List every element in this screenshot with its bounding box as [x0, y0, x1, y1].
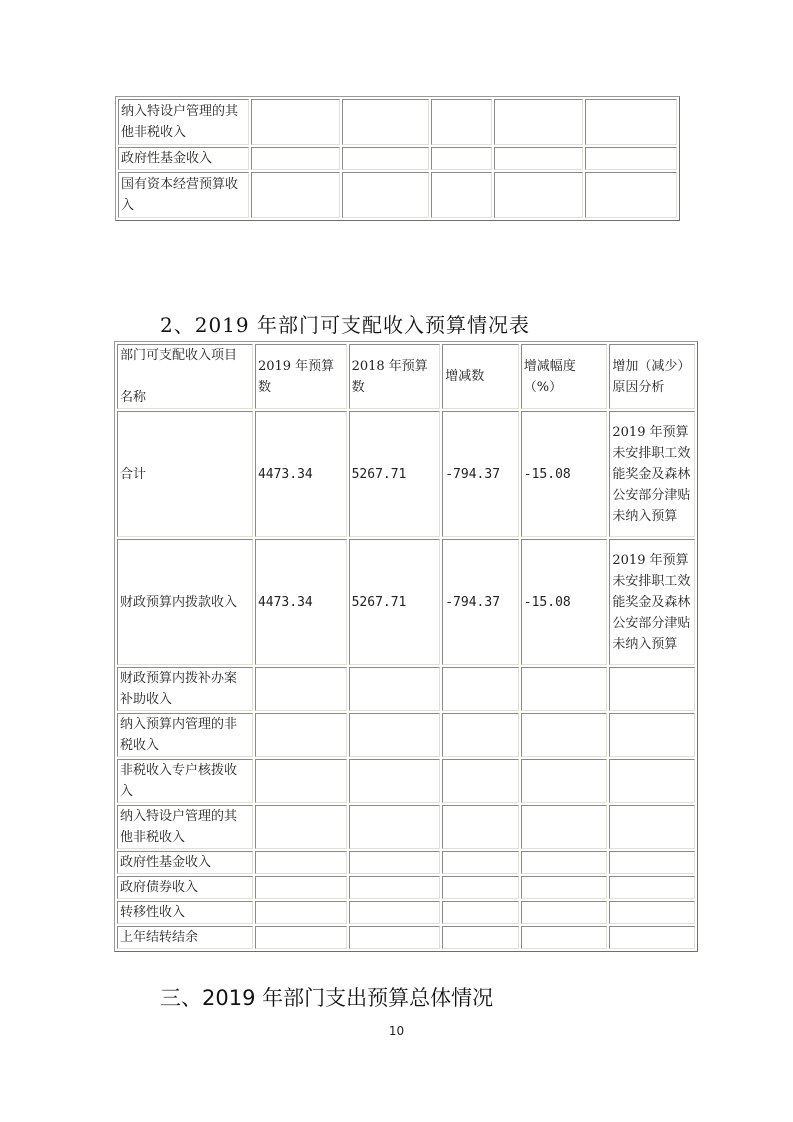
cell-budget-2018	[349, 851, 441, 874]
cell-budget-2018	[349, 926, 441, 949]
section-title-disposable-income: 2、2019 年部门可支配收入预算情况表	[160, 313, 530, 337]
cell-change	[442, 805, 519, 849]
table-cell	[494, 99, 583, 145]
table-cell	[251, 99, 340, 145]
table-cell	[431, 147, 492, 170]
header-row	[117, 344, 695, 409]
row-label: 财政预算内拨补办案补助收入	[117, 667, 253, 711]
cell-budget-2019	[255, 713, 347, 757]
cell-change	[442, 667, 519, 711]
cell-budget-2019	[255, 805, 347, 849]
cell-change-pct	[521, 667, 608, 711]
cell-budget-2018	[349, 759, 441, 803]
row-label: 国有资本经营预算收入	[118, 172, 249, 218]
cell-change: -794.37	[442, 411, 519, 537]
cell-budget-2018: 5267.71	[349, 411, 441, 537]
cell-change-pct: -15.08	[521, 539, 608, 665]
table-cell	[585, 172, 677, 218]
table-row	[117, 667, 695, 711]
cell-budget-2018	[349, 805, 441, 849]
table-row	[117, 926, 695, 949]
cell-budget-2019	[255, 759, 347, 803]
cell-reason	[609, 876, 695, 899]
table-row	[117, 713, 695, 757]
cell-change-pct	[521, 901, 608, 924]
table-row	[117, 411, 695, 537]
cell-change-pct	[521, 805, 608, 849]
cell-change-pct: -15.08	[521, 411, 608, 537]
cell-budget-2019: 4473.34	[255, 411, 347, 537]
table-row	[118, 147, 677, 170]
row-label: 转移性收入	[117, 901, 253, 924]
cell-budget-2019: 4473.34	[255, 539, 347, 665]
disposable-income-table	[114, 341, 698, 952]
row-label: 上年结转结余	[117, 926, 253, 949]
table-cell	[585, 99, 677, 145]
cell-change-pct	[521, 759, 608, 803]
table-row	[117, 876, 695, 899]
header-budget-2018: 2018 年预算数	[349, 344, 441, 409]
header-item-name-line2: 名称	[120, 390, 147, 405]
cell-change	[442, 851, 519, 874]
table-cell	[585, 147, 677, 170]
cell-budget-2018: 5267.71	[349, 539, 441, 665]
cell-reason: 2019 年预算未安排职工效能奖金及森林公安部分津贴未纳入预算	[609, 539, 695, 665]
income-table-continued	[115, 96, 680, 221]
table-cell	[431, 99, 492, 145]
table-row	[118, 99, 677, 145]
row-label: 非税收入专户核拨收入	[117, 759, 253, 803]
cell-budget-2019	[255, 901, 347, 924]
header-item-name	[117, 344, 253, 409]
table-row	[117, 851, 695, 874]
cell-budget-2019	[255, 876, 347, 899]
cell-change	[442, 926, 519, 949]
header-change: 增减数	[442, 344, 519, 409]
cell-budget-2018	[349, 901, 441, 924]
cell-budget-2018	[349, 713, 441, 757]
cell-reason	[609, 713, 695, 757]
cell-budget-2018	[349, 876, 441, 899]
cell-reason	[609, 851, 695, 874]
table-cell	[342, 99, 428, 145]
cell-reason	[609, 805, 695, 849]
header-item-name-line1: 部门可支配收入项目	[120, 348, 238, 363]
table-cell	[251, 147, 340, 170]
cell-change-pct	[521, 713, 608, 757]
row-label: 政府性基金收入	[118, 147, 249, 170]
cell-change	[442, 713, 519, 757]
table-row	[117, 759, 695, 803]
table-cell	[342, 147, 428, 170]
cell-reason	[609, 667, 695, 711]
cell-reason	[609, 926, 695, 949]
cell-change	[442, 759, 519, 803]
page-number: 10	[388, 1024, 405, 1038]
table-cell	[342, 172, 428, 218]
cell-budget-2018	[349, 667, 441, 711]
table-cell	[494, 147, 583, 170]
cell-reason	[609, 759, 695, 803]
cell-change	[442, 901, 519, 924]
table-cell	[494, 172, 583, 218]
row-label: 政府债券收入	[117, 876, 253, 899]
header-budget-2019: 2019 年预算数	[255, 344, 347, 409]
header-change-pct: 增减幅度（%）	[521, 344, 608, 409]
table-row	[117, 805, 695, 849]
row-label: 纳入预算内管理的非税收入	[117, 713, 253, 757]
row-label: 纳入特设户管理的其他非税收入	[117, 805, 253, 849]
cell-change-pct	[521, 926, 608, 949]
cell-budget-2019	[255, 851, 347, 874]
table-row	[117, 901, 695, 924]
cell-budget-2019	[255, 926, 347, 949]
table-cell	[251, 172, 340, 218]
cell-budget-2019	[255, 667, 347, 711]
cell-change: -794.37	[442, 539, 519, 665]
row-label: 财政预算内拨款收入	[117, 539, 253, 665]
row-label: 政府性基金收入	[117, 851, 253, 874]
table-row	[118, 172, 677, 218]
section-title-expenditure: 三、2019 年部门支出预算总体情况	[160, 986, 494, 1010]
cell-change-pct	[521, 851, 608, 874]
cell-reason: 2019 年预算未安排职工效能奖金及森林公安部分津贴未纳入预算	[609, 411, 695, 537]
table-cell	[431, 172, 492, 218]
row-label: 合计	[117, 411, 253, 537]
row-label: 纳入特设户管理的其他非税收入	[118, 99, 249, 145]
cell-change-pct	[521, 876, 608, 899]
header-reason: 增加（减少）原因分析	[609, 344, 695, 409]
table-row	[117, 539, 695, 665]
cell-reason	[609, 901, 695, 924]
cell-change	[442, 876, 519, 899]
